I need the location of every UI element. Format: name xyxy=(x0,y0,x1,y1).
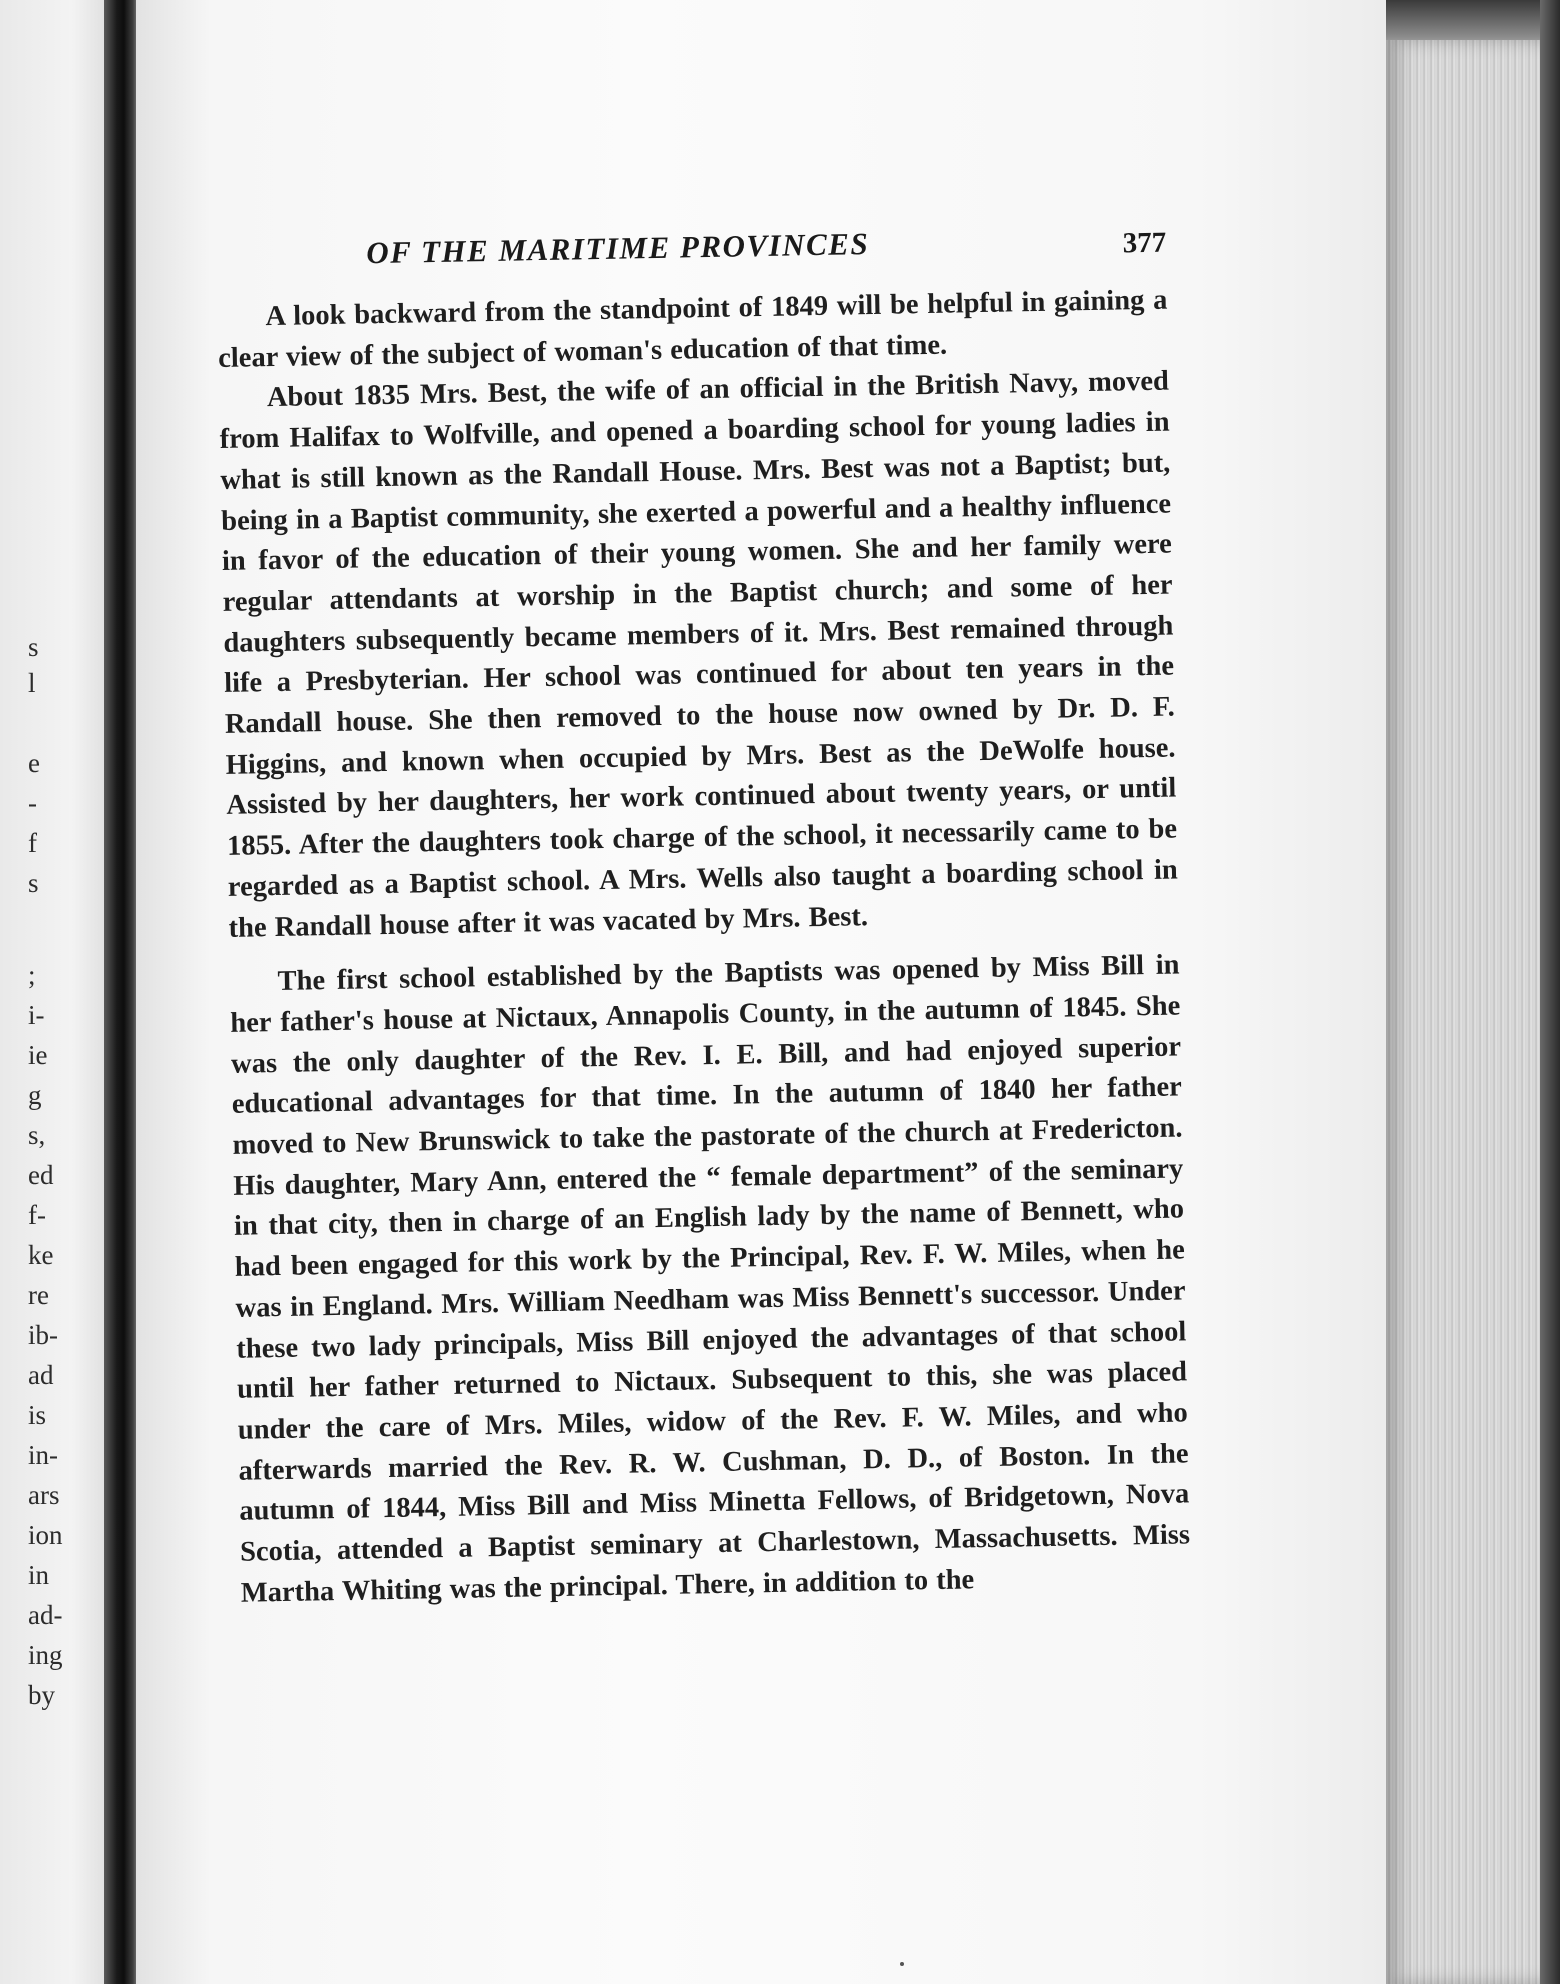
left-fragment: ib- xyxy=(28,1320,58,1350)
paragraph: A look backward from the standpoint of 1849 will be helpful in gaining a clear view of the subject of woman's education of that time. xyxy=(217,284,1168,374)
left-fragment: ie xyxy=(28,1040,48,1070)
left-fragment: ion xyxy=(28,1520,63,1550)
left-fragment: e xyxy=(28,748,40,778)
left-fragment: f- xyxy=(28,1200,46,1230)
left-fragment: s xyxy=(28,868,39,898)
book-page-edges xyxy=(1386,40,1560,1984)
left-fragment: ad xyxy=(28,1360,54,1390)
left-fragment: s xyxy=(28,632,39,662)
left-fragment: re xyxy=(28,1280,49,1310)
paragraph: About 1835 Mrs. Best, the wife of an official in the British Navy, moved from Halifax to Wolfville, and opened a boarding school for young ladies in what is still known as the Randall House. Mrs. Best was not a Baptist; but, being in a Baptist community, she exerted a powerful and a healthy influence in favor of the education of their young women. She and her family were regular attendants at worship in the Baptist church; and some of her daughters subsequently became members of it. Mrs. Best remained through life a Presbyterian. Her school was continued for about ten years in the Randall house. She then removed to the house now owned by Dr. D. F. Higgins, and known when occupied by Mrs. Best as the DeWolfe house. Assisted by her daughters, her work continued about twenty years, or until 1855. After the daughters took charge of the school, it necessarily came to be regarded as a Baptist school. A Mrs. Wells also taught a boarding school in the Randall house after it was vacated by Mrs. Best. xyxy=(219,365,1179,944)
scan-speck xyxy=(900,1962,904,1966)
page-number: 377 xyxy=(1122,226,1167,260)
left-fragment: in xyxy=(28,1560,50,1590)
left-fragment: ed xyxy=(28,1160,54,1190)
left-fragment: by xyxy=(28,1680,55,1710)
left-fragment: f xyxy=(28,828,37,858)
left-fragment: ad- xyxy=(28,1600,63,1630)
left-fragment: - xyxy=(28,788,37,818)
running-head: OF THE MARITIME PROVINCES xyxy=(365,226,870,271)
left-fragment: ars xyxy=(28,1480,60,1510)
page-text-block xyxy=(216,221,1191,1615)
left-fragment: g xyxy=(28,1080,42,1110)
left-fragment: ke xyxy=(28,1240,54,1270)
left-fragment: in- xyxy=(28,1440,58,1470)
left-page-text-fragments xyxy=(0,0,120,1984)
left-fragment: ing xyxy=(28,1640,63,1670)
book-cover-edge xyxy=(1540,0,1560,1984)
left-fragment: ; xyxy=(28,960,36,990)
book-gutter xyxy=(104,0,140,1984)
left-fragment: s, xyxy=(28,1120,46,1150)
left-fragment: l xyxy=(28,668,36,698)
left-fragment: is xyxy=(28,1400,47,1430)
left-fragment: i- xyxy=(28,1000,45,1030)
paragraph: The first school established by the Baptists was opened by Miss Bill in her father's house at Nictaux, Annapolis County, in the autumn of 1845. She was the only daughter of the Rev. I. E. Bill, and had enjoyed superior educational advantages for that time. In the autumn of 1840 her father moved to New Brunswick to take the pastorate of the church at Fredericton. His daughter, Mary Ann, entered the “ female department” of the seminary in that city, then in charge of an English lady by the name of Bennett, who had been engaged for this work by the Principal, Rev. F. W. Miles, when he was in England. Mrs. William Needham was Miss Bennett's successor. Under these two lady principals, Miss Bill enjoyed the advantages of that school until her father returned to Nictaux. Subsequent to this, she was placed under the care of Mrs. Miles, widow of the Rev. F. W. Miles, and who afterwards married the Rev. R. W. Cushman, D. D., of Boston. In the autumn of 1844, Miss Bill and Miss Minetta Fellows, of Bridgetown, Nova Scotia, attended a Baptist seminary at Charlestown, Massachusetts. Miss Martha Whiting was the principal. There, in addition to the xyxy=(230,949,1191,1609)
